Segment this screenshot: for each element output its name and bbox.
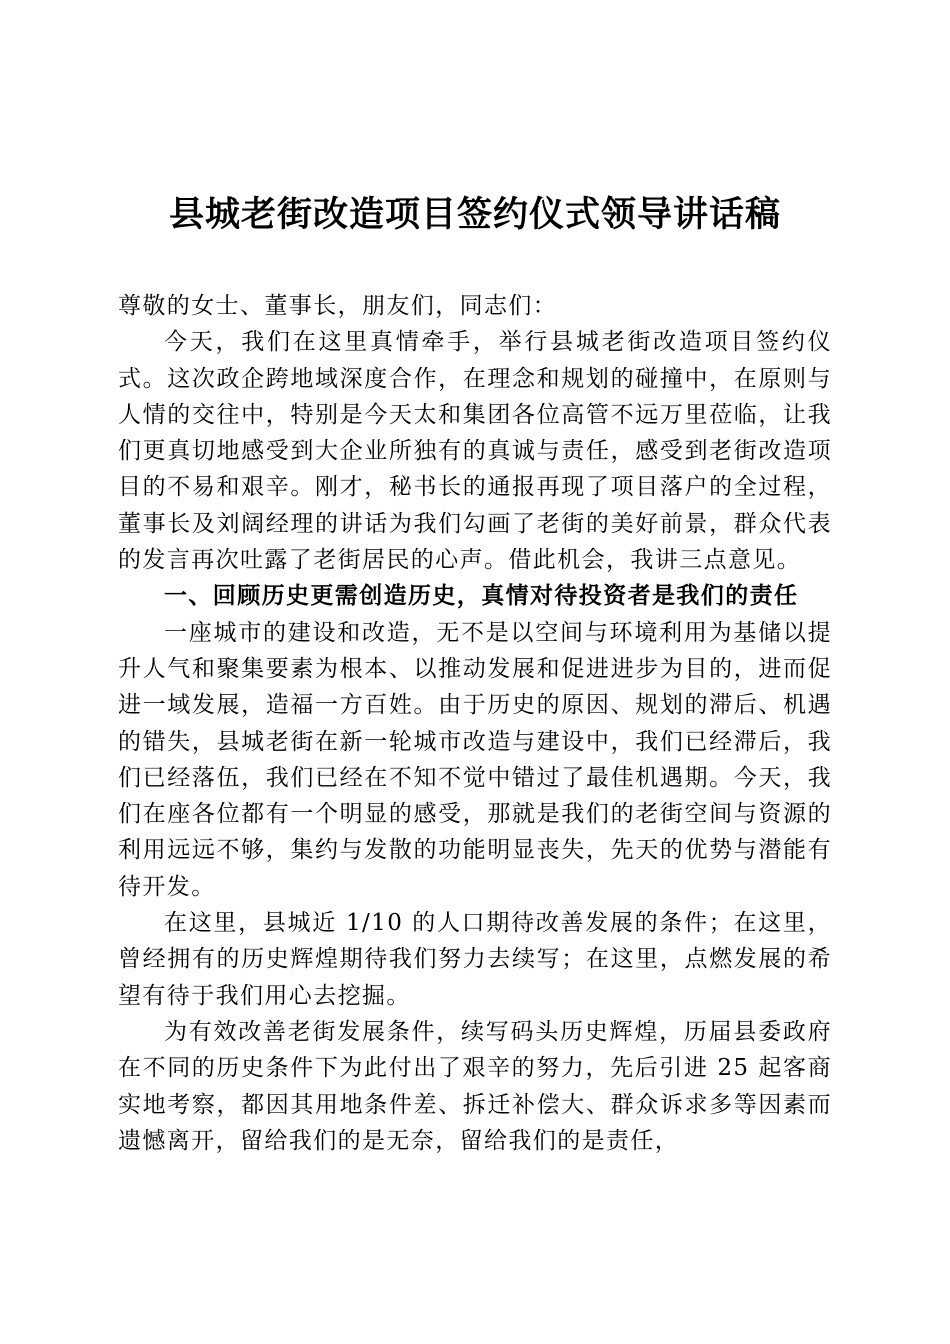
paragraph-city-construction: 一座城市的建设和改造，无不是以空间与环境利用为基储以提升人气和聚集要素为根本、以推动发展和促进进步为目的，进而促进一域发展，造福一方百姓。由于历史的原因、规划的滞后、机遇的错失，县城老街在新一轮城市改造与建设中，我们已经滞后，我们已经落伍，我们已经在不知不觉中错过了最佳机遇期。今天，我们在座各位都有一个明显的感受，那就是我们的老街空间与资源的利用远远不够，集约与发散的功能明显丧失，先天的优势与潜能有待开发。 bbox=[118, 619, 832, 900]
salutation: 尊敬的女士、董事长，朋友们，同志们： bbox=[118, 293, 558, 319]
paragraph-intro: 今天，我们在这里真情牵手，举行县城老街改造项目签约仪式。这次政企跨地域深度合作，在理念和规划的碰撞中，在原则与人情的交往中，特别是今天太和集团各位高管不远万里莅临，让我们更真切地感受到大企业所独有的真诚与责任，感受到老街改造项目的不易和艰辛。刚才，秘书长的通报再现了项目落户的全过程，董事长及刘阔经理的讲话为我们勾画了老街的美好前景，群众代表的发言再次吐露了老街居民的心声。借此机会，我讲三点意见。 bbox=[118, 329, 832, 574]
document-title: 县城老街改造项目签约仪式领导讲话稿 bbox=[168, 194, 781, 235]
paragraph-here: 在这里，县城近 1/10 的人口期待改善发展的条件；在这里，曾经拥有的历史辉煌期待我们努力去续写；在这里，点燃发展的希望有待于我们用心去挖掘。 bbox=[118, 910, 832, 1009]
section-heading: 一、回顾历史更需创造历史，真情对待投资者是我们的责任 bbox=[164, 583, 799, 610]
paragraph-efforts: 为有效改善老街发展条件，续写码头历史辉煌，历届县委政府在不同的历史条件下为此付出了艰辛的努力，先后引进 25 起客商实地考察，都因其用地条件差、拆迁补偿大、群众诉求多等因素而遗憾离开，留给我们的是无奈，留给我们的是责任， bbox=[118, 1018, 832, 1154]
document-body bbox=[118, 288, 832, 1159]
